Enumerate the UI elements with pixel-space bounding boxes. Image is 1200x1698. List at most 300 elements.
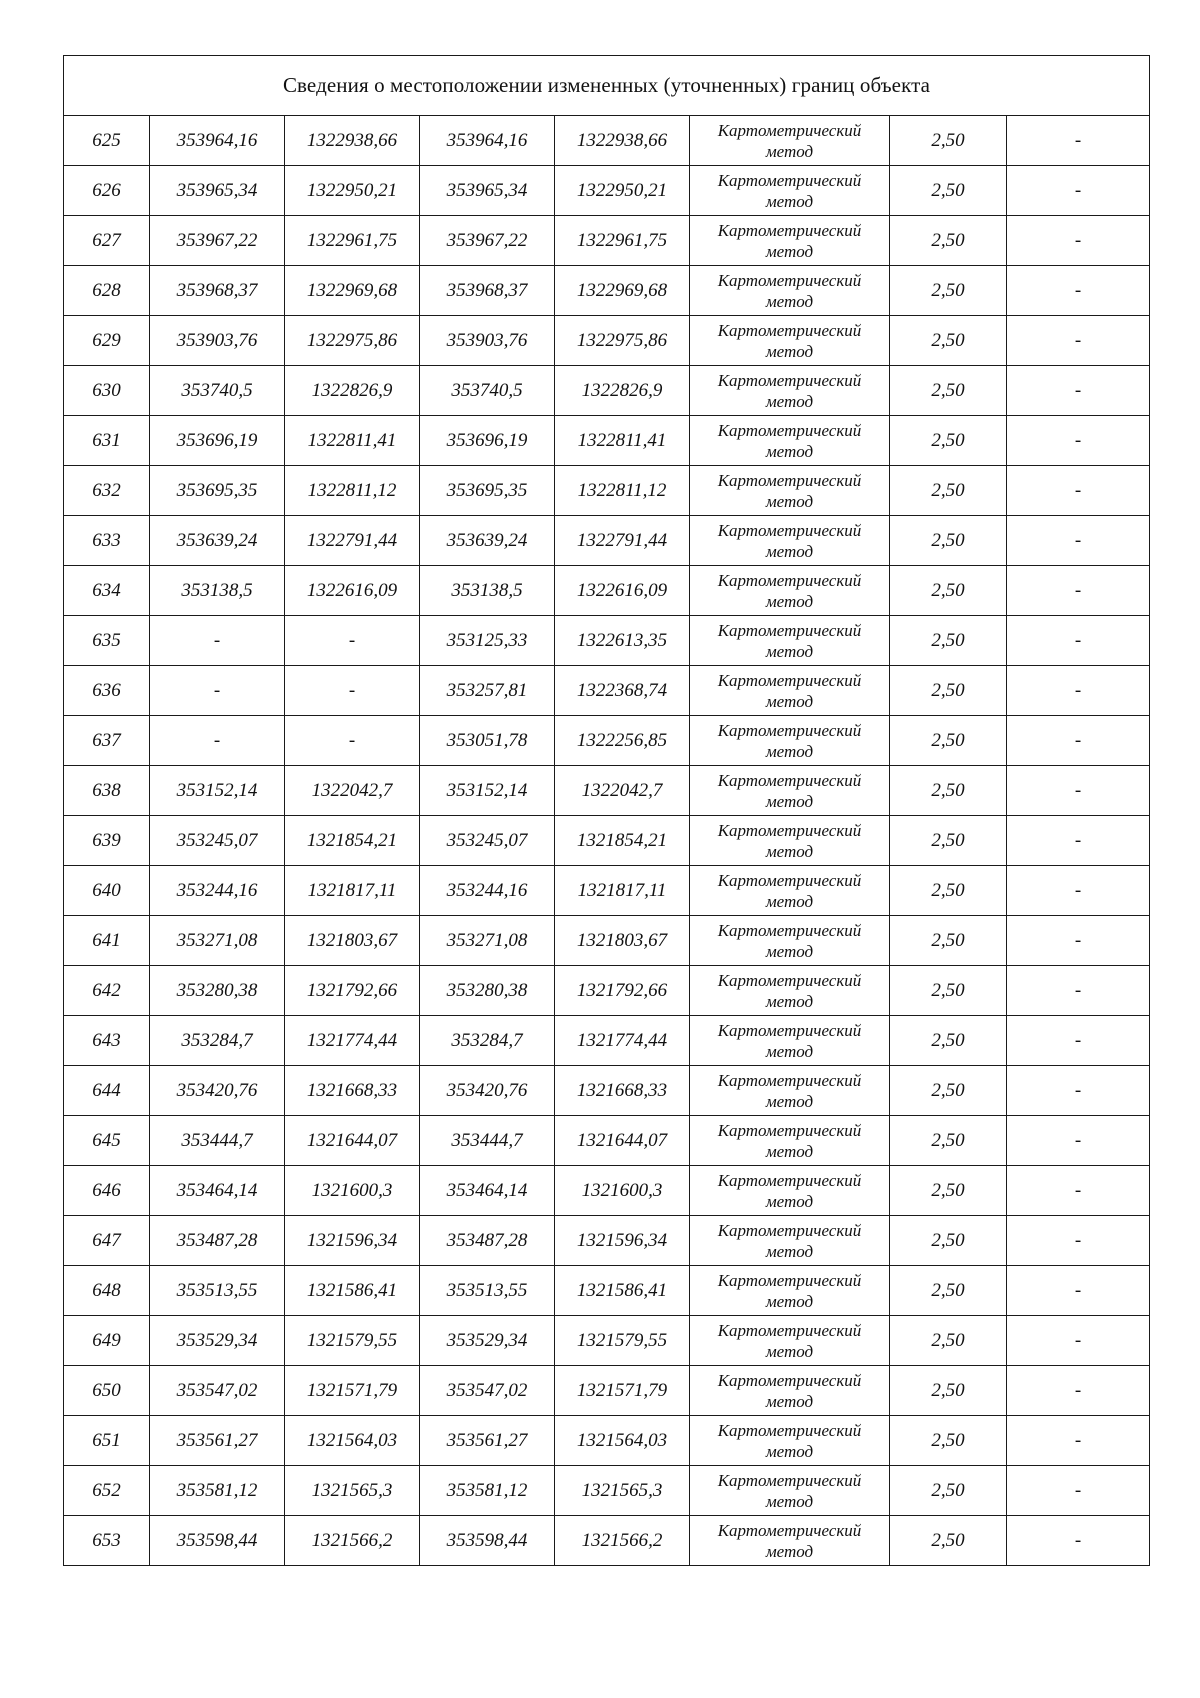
existing-y-cell: 1322042,7 — [285, 766, 420, 816]
method-line-2: метод — [765, 291, 814, 311]
method-line-2: метод — [765, 641, 814, 661]
method-line-1: Картометрический — [717, 1220, 862, 1240]
point-number-cell: 627 — [64, 216, 150, 266]
table-row — [64, 1416, 1150, 1466]
method-line-2: метод — [765, 491, 814, 511]
description-cell: - — [1007, 1016, 1150, 1066]
existing-x-cell: 353513,55 — [150, 1266, 285, 1316]
point-number-cell: 634 — [64, 566, 150, 616]
new-x-cell: 353444,7 — [420, 1116, 555, 1166]
point-number-cell: 643 — [64, 1016, 150, 1066]
accuracy-cell: 2,50 — [890, 1066, 1007, 1116]
description-cell: - — [1007, 466, 1150, 516]
description-cell: - — [1007, 966, 1150, 1016]
description-cell: - — [1007, 216, 1150, 266]
new-x-cell: 353903,76 — [420, 316, 555, 366]
new-x-cell: 353639,24 — [420, 516, 555, 566]
description-cell: - — [1007, 616, 1150, 666]
new-y-cell: 1321668,33 — [555, 1066, 690, 1116]
table-row — [64, 966, 1150, 1016]
new-y-cell: 1322961,75 — [555, 216, 690, 266]
method-cell — [690, 966, 890, 1016]
new-x-cell: 353152,14 — [420, 766, 555, 816]
existing-x-cell: 353444,7 — [150, 1116, 285, 1166]
accuracy-cell: 2,50 — [890, 916, 1007, 966]
method-line-2: метод — [765, 791, 814, 811]
point-number-cell: 640 — [64, 866, 150, 916]
new-x-cell: 353051,78 — [420, 716, 555, 766]
table-row — [64, 866, 1150, 916]
existing-x-cell: 353561,27 — [150, 1416, 285, 1466]
accuracy-cell: 2,50 — [890, 816, 1007, 866]
accuracy-cell: 2,50 — [890, 866, 1007, 916]
table-row — [64, 916, 1150, 966]
existing-x-cell: 353138,5 — [150, 566, 285, 616]
description-cell: - — [1007, 916, 1150, 966]
description-cell: - — [1007, 1366, 1150, 1416]
document-page — [63, 55, 1149, 1566]
new-y-cell: 1321803,67 — [555, 916, 690, 966]
new-x-cell: 353581,12 — [420, 1466, 555, 1516]
method-line-1: Картометрический — [717, 1020, 862, 1040]
existing-x-cell: 353271,08 — [150, 916, 285, 966]
table-row — [64, 166, 1150, 216]
table-row — [64, 766, 1150, 816]
accuracy-cell: 2,50 — [890, 316, 1007, 366]
existing-x-cell: 353964,16 — [150, 116, 285, 166]
new-x-cell: 353138,5 — [420, 566, 555, 616]
point-number-cell: 631 — [64, 416, 150, 466]
method-line-1: Картометрический — [717, 120, 862, 140]
method-line-1: Картометрический — [717, 1520, 862, 1540]
table-row — [64, 666, 1150, 716]
method-line-1: Картометрический — [717, 770, 862, 790]
method-line-1: Картометрический — [717, 1270, 862, 1290]
method-line-1: Картометрический — [717, 920, 862, 940]
point-number-cell: 628 — [64, 266, 150, 316]
existing-y-cell: - — [285, 616, 420, 666]
point-number-cell: 646 — [64, 1166, 150, 1216]
point-number-cell: 652 — [64, 1466, 150, 1516]
method-cell — [690, 816, 890, 866]
existing-y-cell: 1321571,79 — [285, 1366, 420, 1416]
accuracy-cell: 2,50 — [890, 1316, 1007, 1366]
existing-y-cell: 1321596,34 — [285, 1216, 420, 1266]
point-number-cell: 630 — [64, 366, 150, 416]
accuracy-cell: 2,50 — [890, 1166, 1007, 1216]
table-row — [64, 366, 1150, 416]
existing-x-cell: 353968,37 — [150, 266, 285, 316]
existing-x-cell: 353464,14 — [150, 1166, 285, 1216]
method-line-1: Картометрический — [717, 720, 862, 740]
table-row — [64, 1066, 1150, 1116]
existing-x-cell: 353280,38 — [150, 966, 285, 1016]
existing-y-cell: 1322811,12 — [285, 466, 420, 516]
table-row — [64, 266, 1150, 316]
accuracy-cell: 2,50 — [890, 966, 1007, 1016]
description-cell: - — [1007, 1166, 1150, 1216]
new-y-cell: 1322826,9 — [555, 366, 690, 416]
new-y-cell: 1322791,44 — [555, 516, 690, 566]
new-y-cell: 1322613,35 — [555, 616, 690, 666]
method-line-2: метод — [765, 1241, 814, 1261]
existing-y-cell: 1322791,44 — [285, 516, 420, 566]
method-cell — [690, 166, 890, 216]
new-y-cell: 1321596,34 — [555, 1216, 690, 1266]
new-y-cell: 1321792,66 — [555, 966, 690, 1016]
existing-x-cell: 353695,35 — [150, 466, 285, 516]
existing-x-cell: 353967,22 — [150, 216, 285, 266]
point-number-cell: 653 — [64, 1516, 150, 1566]
new-x-cell: 353968,37 — [420, 266, 555, 316]
existing-x-cell: 353696,19 — [150, 416, 285, 466]
new-x-cell: 353598,44 — [420, 1516, 555, 1566]
existing-y-cell: 1321565,3 — [285, 1466, 420, 1516]
table-row — [64, 116, 1150, 166]
method-line-1: Картометрический — [717, 520, 862, 540]
description-cell: - — [1007, 816, 1150, 866]
description-cell: - — [1007, 866, 1150, 916]
method-cell — [690, 516, 890, 566]
method-cell — [690, 1316, 890, 1366]
new-x-cell: 353420,76 — [420, 1066, 555, 1116]
accuracy-cell: 2,50 — [890, 1416, 1007, 1466]
existing-y-cell: 1322975,86 — [285, 316, 420, 366]
table-row — [64, 1166, 1150, 1216]
description-cell: - — [1007, 1516, 1150, 1566]
existing-x-cell: 353547,02 — [150, 1366, 285, 1416]
new-x-cell: 353529,34 — [420, 1316, 555, 1366]
accuracy-cell: 2,50 — [890, 1516, 1007, 1566]
table-row — [64, 216, 1150, 266]
existing-y-cell: 1322938,66 — [285, 116, 420, 166]
method-line-1: Картометрический — [717, 1420, 862, 1440]
table-row — [64, 1216, 1150, 1266]
method-line-2: метод — [765, 341, 814, 361]
existing-y-cell: 1321668,33 — [285, 1066, 420, 1116]
method-cell — [690, 1016, 890, 1066]
method-cell — [690, 1516, 890, 1566]
table-caption: Сведения о местоположении измененных (уточненных) границ объекта — [64, 56, 1150, 116]
existing-y-cell: 1322826,9 — [285, 366, 420, 416]
table-row — [64, 1516, 1150, 1566]
description-cell: - — [1007, 166, 1150, 216]
new-x-cell: 353561,27 — [420, 1416, 555, 1466]
existing-x-cell: 353581,12 — [150, 1466, 285, 1516]
existing-y-cell: 1321600,3 — [285, 1166, 420, 1216]
new-y-cell: 1322969,68 — [555, 266, 690, 316]
table-row — [64, 416, 1150, 466]
method-cell — [690, 1466, 890, 1516]
point-number-cell: 641 — [64, 916, 150, 966]
table-row — [64, 816, 1150, 866]
existing-y-cell: 1321564,03 — [285, 1416, 420, 1466]
existing-x-cell: 353598,44 — [150, 1516, 285, 1566]
existing-y-cell: 1322811,41 — [285, 416, 420, 466]
method-cell — [690, 1116, 890, 1166]
new-y-cell: 1322042,7 — [555, 766, 690, 816]
new-x-cell: 353271,08 — [420, 916, 555, 966]
new-y-cell: 1322811,12 — [555, 466, 690, 516]
existing-x-cell: 353903,76 — [150, 316, 285, 366]
method-line-1: Картометрический — [717, 970, 862, 990]
description-cell: - — [1007, 716, 1150, 766]
method-line-1: Картометрический — [717, 1120, 862, 1140]
accuracy-cell: 2,50 — [890, 1116, 1007, 1166]
method-cell — [690, 116, 890, 166]
new-y-cell: 1321600,3 — [555, 1166, 690, 1216]
method-line-1: Картометрический — [717, 270, 862, 290]
table-row — [64, 566, 1150, 616]
method-line-1: Картометрический — [717, 370, 862, 390]
new-y-cell: 1322975,86 — [555, 316, 690, 366]
method-line-2: метод — [765, 1141, 814, 1161]
accuracy-cell: 2,50 — [890, 1466, 1007, 1516]
new-y-cell: 1322938,66 — [555, 116, 690, 166]
method-line-2: метод — [765, 741, 814, 761]
existing-x-cell: 353420,76 — [150, 1066, 285, 1116]
method-line-2: метод — [765, 691, 814, 711]
new-y-cell: 1322616,09 — [555, 566, 690, 616]
point-number-cell: 642 — [64, 966, 150, 1016]
accuracy-cell: 2,50 — [890, 466, 1007, 516]
point-number-cell: 637 — [64, 716, 150, 766]
existing-y-cell: 1322950,21 — [285, 166, 420, 216]
existing-x-cell: 353965,34 — [150, 166, 285, 216]
method-line-1: Картометрический — [717, 820, 862, 840]
existing-y-cell: - — [285, 666, 420, 716]
method-line-1: Картометрический — [717, 620, 862, 640]
point-number-cell: 649 — [64, 1316, 150, 1366]
accuracy-cell: 2,50 — [890, 566, 1007, 616]
method-line-2: метод — [765, 1341, 814, 1361]
method-line-2: метод — [765, 1191, 814, 1211]
existing-x-cell: 353740,5 — [150, 366, 285, 416]
table-row — [64, 516, 1150, 566]
new-x-cell: 353284,7 — [420, 1016, 555, 1066]
method-line-1: Картометрический — [717, 1070, 862, 1090]
accuracy-cell: 2,50 — [890, 1016, 1007, 1066]
method-line-2: метод — [765, 1041, 814, 1061]
method-line-2: метод — [765, 941, 814, 961]
description-cell: - — [1007, 1266, 1150, 1316]
new-y-cell: 1322256,85 — [555, 716, 690, 766]
new-x-cell: 353513,55 — [420, 1266, 555, 1316]
point-number-cell: 625 — [64, 116, 150, 166]
description-cell: - — [1007, 766, 1150, 816]
new-x-cell: 353965,34 — [420, 166, 555, 216]
existing-y-cell: 1321774,44 — [285, 1016, 420, 1066]
table-row — [64, 316, 1150, 366]
method-line-1: Картометрический — [717, 570, 862, 590]
point-number-cell: 629 — [64, 316, 150, 366]
method-line-2: метод — [765, 1541, 814, 1561]
method-cell — [690, 766, 890, 816]
new-y-cell: 1322811,41 — [555, 416, 690, 466]
new-y-cell: 1321854,21 — [555, 816, 690, 866]
existing-x-cell: 353152,14 — [150, 766, 285, 816]
existing-y-cell: 1321579,55 — [285, 1316, 420, 1366]
description-cell: - — [1007, 1216, 1150, 1266]
existing-y-cell: 1321792,66 — [285, 966, 420, 1016]
existing-x-cell: 353244,16 — [150, 866, 285, 916]
accuracy-cell: 2,50 — [890, 516, 1007, 566]
existing-y-cell: 1321817,11 — [285, 866, 420, 916]
method-cell — [690, 366, 890, 416]
new-y-cell: 1321586,41 — [555, 1266, 690, 1316]
method-line-2: метод — [765, 1091, 814, 1111]
new-y-cell: 1322368,74 — [555, 666, 690, 716]
new-x-cell: 353695,35 — [420, 466, 555, 516]
description-cell: - — [1007, 1316, 1150, 1366]
method-line-2: метод — [765, 1291, 814, 1311]
point-number-cell: 645 — [64, 1116, 150, 1166]
method-line-1: Картометрический — [717, 1370, 862, 1390]
new-x-cell: 353547,02 — [420, 1366, 555, 1416]
table-row — [64, 1116, 1150, 1166]
point-number-cell: 651 — [64, 1416, 150, 1466]
method-line-1: Картометрический — [717, 170, 862, 190]
accuracy-cell: 2,50 — [890, 366, 1007, 416]
method-line-2: метод — [765, 591, 814, 611]
new-y-cell: 1321774,44 — [555, 1016, 690, 1066]
point-number-cell: 626 — [64, 166, 150, 216]
description-cell: - — [1007, 666, 1150, 716]
new-x-cell: 353280,38 — [420, 966, 555, 1016]
accuracy-cell: 2,50 — [890, 666, 1007, 716]
table-row — [64, 1016, 1150, 1066]
method-line-1: Картометрический — [717, 1170, 862, 1190]
existing-y-cell: 1322961,75 — [285, 216, 420, 266]
method-line-2: метод — [765, 391, 814, 411]
method-line-2: метод — [765, 841, 814, 861]
table-row — [64, 1316, 1150, 1366]
point-number-cell: 635 — [64, 616, 150, 666]
point-number-cell: 639 — [64, 816, 150, 866]
description-cell: - — [1007, 316, 1150, 366]
new-x-cell: 353257,81 — [420, 666, 555, 716]
table-caption-row — [64, 56, 1150, 116]
accuracy-cell: 2,50 — [890, 1366, 1007, 1416]
table-row — [64, 1466, 1150, 1516]
point-number-cell: 644 — [64, 1066, 150, 1116]
existing-x-cell: 353529,34 — [150, 1316, 285, 1366]
description-cell: - — [1007, 366, 1150, 416]
existing-x-cell: - — [150, 716, 285, 766]
new-y-cell: 1322950,21 — [555, 166, 690, 216]
table-row — [64, 1266, 1150, 1316]
existing-y-cell: 1321586,41 — [285, 1266, 420, 1316]
method-cell — [690, 616, 890, 666]
method-cell — [690, 1366, 890, 1416]
point-number-cell: 638 — [64, 766, 150, 816]
method-cell — [690, 1216, 890, 1266]
accuracy-cell: 2,50 — [890, 766, 1007, 816]
accuracy-cell: 2,50 — [890, 716, 1007, 766]
description-cell: - — [1007, 116, 1150, 166]
existing-y-cell: 1322616,09 — [285, 566, 420, 616]
existing-y-cell: 1321566,2 — [285, 1516, 420, 1566]
existing-x-cell: 353639,24 — [150, 516, 285, 566]
table-row — [64, 466, 1150, 516]
method-line-1: Картометрический — [717, 670, 862, 690]
accuracy-cell: 2,50 — [890, 116, 1007, 166]
method-line-2: метод — [765, 1491, 814, 1511]
table-row — [64, 616, 1150, 666]
point-number-cell: 647 — [64, 1216, 150, 1266]
method-line-1: Картометрический — [717, 320, 862, 340]
method-cell — [690, 216, 890, 266]
accuracy-cell: 2,50 — [890, 266, 1007, 316]
existing-y-cell: 1321854,21 — [285, 816, 420, 866]
new-x-cell: 353125,33 — [420, 616, 555, 666]
table-row — [64, 1366, 1150, 1416]
method-line-2: метод — [765, 991, 814, 1011]
new-x-cell: 353464,14 — [420, 1166, 555, 1216]
method-line-2: метод — [765, 891, 814, 911]
existing-y-cell: 1321803,67 — [285, 916, 420, 966]
method-line-2: метод — [765, 141, 814, 161]
boundary-coordinates-table — [63, 55, 1150, 1566]
existing-x-cell: 353284,7 — [150, 1016, 285, 1066]
description-cell: - — [1007, 1066, 1150, 1116]
existing-y-cell: - — [285, 716, 420, 766]
method-line-2: метод — [765, 191, 814, 211]
description-cell: - — [1007, 416, 1150, 466]
description-cell: - — [1007, 266, 1150, 316]
method-cell — [690, 266, 890, 316]
method-line-2: метод — [765, 1391, 814, 1411]
description-cell: - — [1007, 1466, 1150, 1516]
new-y-cell: 1321564,03 — [555, 1416, 690, 1466]
method-cell — [690, 416, 890, 466]
method-cell — [690, 716, 890, 766]
existing-x-cell: 353487,28 — [150, 1216, 285, 1266]
description-cell: - — [1007, 516, 1150, 566]
method-cell — [690, 666, 890, 716]
method-cell — [690, 1266, 890, 1316]
accuracy-cell: 2,50 — [890, 416, 1007, 466]
new-y-cell: 1321566,2 — [555, 1516, 690, 1566]
method-cell — [690, 866, 890, 916]
method-cell — [690, 916, 890, 966]
existing-x-cell: - — [150, 616, 285, 666]
new-y-cell: 1321571,79 — [555, 1366, 690, 1416]
point-number-cell: 633 — [64, 516, 150, 566]
method-cell — [690, 566, 890, 616]
method-cell — [690, 316, 890, 366]
description-cell: - — [1007, 566, 1150, 616]
point-number-cell: 632 — [64, 466, 150, 516]
method-cell — [690, 1166, 890, 1216]
table-row — [64, 716, 1150, 766]
method-line-2: метод — [765, 441, 814, 461]
accuracy-cell: 2,50 — [890, 1266, 1007, 1316]
description-cell: - — [1007, 1416, 1150, 1466]
new-y-cell: 1321579,55 — [555, 1316, 690, 1366]
accuracy-cell: 2,50 — [890, 166, 1007, 216]
new-y-cell: 1321565,3 — [555, 1466, 690, 1516]
new-x-cell: 353244,16 — [420, 866, 555, 916]
new-x-cell: 353740,5 — [420, 366, 555, 416]
accuracy-cell: 2,50 — [890, 1216, 1007, 1266]
description-cell: - — [1007, 1116, 1150, 1166]
method-line-2: метод — [765, 241, 814, 261]
new-x-cell: 353487,28 — [420, 1216, 555, 1266]
method-line-1: Картометрический — [717, 1470, 862, 1490]
existing-y-cell: 1321644,07 — [285, 1116, 420, 1166]
point-number-cell: 650 — [64, 1366, 150, 1416]
